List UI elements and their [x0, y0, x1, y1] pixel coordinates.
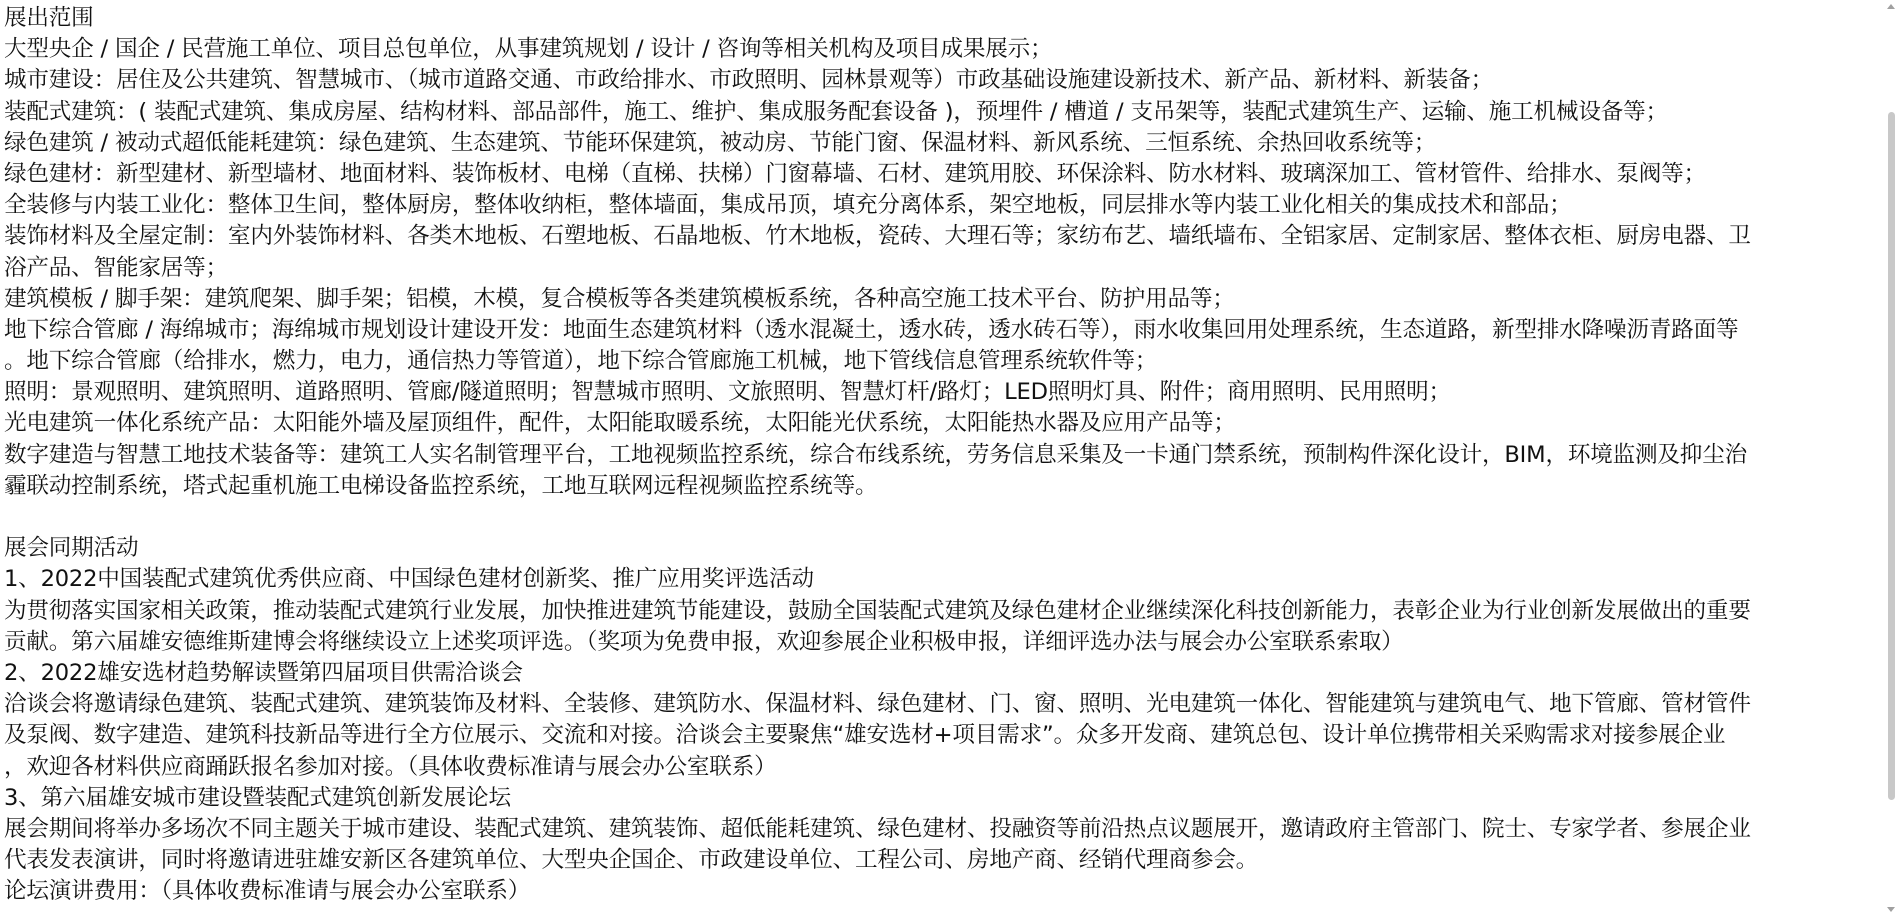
scope-line: 。地下综合管廊（给排水，燃力，电力，通信热力等管道），地下综合管廊施工机械，地下管线信息管理系统软件等； [4, 348, 1158, 375]
scope-line: 照明：景观照明、建筑照明、道路照明、管廊/隧道照明；智慧城市照明、文旅照明、智慧灯杆/路灯；LED照明灯具、附件；商用照明、民用照明； [4, 379, 1451, 406]
scope-line: 大型央企 / 国企 / 民营施工单位、项目总包单位，从事建筑规划 / 设计 / 咨询等相关机构及项目成果展示； [4, 36, 1053, 63]
scope-line: 建筑模板 / 脚手架：建筑爬架、脚手架；铝模，木模，复合模板等各类建筑模板系统，各种高空施工技术平台、防护用品等； [4, 285, 1235, 312]
event-body-line: 及泵阀、数字建造、建筑科技新品等进行全方位展示、交流和对接。洽谈会主要聚焦“雄安选材+项目需求”。众多开发商、建筑总包、设计单位携带相关采购需求对接参展企业 [4, 722, 1726, 749]
scope-line: 全装修与内装工业化：整体卫生间，整体厨房，整体收纳柜，整体墙面，集成吊顶，填充分离体系，架空地板，同层排水等内装工业化相关的集成技术和部品； [4, 192, 1572, 219]
event-body-line: 论坛演讲费用：（具体收费标准请与展会办公室联系） [4, 878, 531, 905]
event-body-line: 代表发表演讲，同时将邀请进驻雄安新区各建筑单位、大型央企国企、市政建设单位、工程公司、房地产商、经销代理商参会。 [4, 847, 1259, 874]
event-body-line: 贡献。第六届雄安德维斯建博会将继续设立上述奖项评选。（奖项为免费申报，欢迎参展企业积极申报，详细评选办法与展会办公室联系索取） [4, 628, 1404, 655]
scope-line: 装饰材料及全屋定制：室内外装饰材料、各类木地板、石塑地板、石晶地板、竹木地板，瓷砖、大理石等；家纺布艺、墙纸墙布、全铝家居、定制家居、整体衣柜、厨房电器、卫 [4, 223, 1751, 250]
scope-line: 绿色建筑 / 被动式超低能耗建筑：绿色建筑、生态建筑、节能环保建筑，被动房、节能门窗、保温材料、新风系统、三恒系统、余热回收系统等； [4, 129, 1437, 156]
scroll-up-arrow-icon[interactable] [1887, 4, 1895, 9]
events-heading: 展会同期活动 [4, 535, 139, 562]
scope-line: 城市建设：居住及公共建筑、智慧城市、（城市道路交通、市政给排水、市政照明、园林景观等）市政基础设施建设新技术、新产品、新材料、新装备； [4, 67, 1494, 94]
scope-line: 装配式建筑：( 装配式建筑、集成房屋、结构材料、部品部件，施工、维护、集成服务配套设备 )，预埋件 / 槽道 / 支吊架等，装配式建筑生产、运输、施工机械设备等； [4, 98, 1668, 125]
scope-heading: 展出范围 [4, 5, 94, 31]
event-body-line: ，欢迎各材料供应商踊跃报名参加对接。（具体收费标准请与展会办公室联系） [4, 753, 777, 780]
paragraph-spacer [4, 502, 1899, 533]
event-title: 3、第六届雄安城市建设暨装配式建筑创新发展论坛 [4, 784, 511, 811]
scope-line: 地下综合管廊 / 海绵城市；海绵城市规划设计建设开发：地面生态建筑材料（透水混凝土，透水砖，透水砖石等），雨水收集回用处理系统，生态道路，新型排水降噪沥青路面等 [4, 316, 1739, 343]
event-body-line: 展会期间将举办多场次不同主题关于城市建设、装配式建筑、建筑装饰、超低能耗建筑、绿色建材、投融资等前沿热点议题展开，邀请政府主管部门、院士、专家学者、参展企业 [4, 815, 1751, 842]
vertical-scrollbar[interactable] [1884, 0, 1899, 916]
scope-line: 数字建造与智慧工地技术装备等：建筑工人实名制管理平台，工地视频监控系统，综合布线系统，劳务信息采集及一卡通门禁系统，预制构件深化设计，BIM，环境监测及抑尘治 [4, 441, 1747, 468]
event-title: 1、2022中国装配式建筑优秀供应商、中国绿色建材创新奖、推广应用奖评选活动 [4, 566, 814, 593]
scope-line: 浴产品、智能家居等； [4, 254, 228, 281]
scroll-down-arrow-icon[interactable] [1887, 907, 1895, 912]
event-body-line: 为贯彻落实国家相关政策，推动装配式建筑行业发展，加快推进建筑节能建设，鼓励全国装配式建筑及绿色建材企业继续深化科技创新能力，表彰企业为行业创新发展做出的重要 [4, 597, 1751, 624]
event-title: 2、2022雄安选材趋势解读暨第四届项目供需洽谈会 [4, 659, 523, 686]
event-body-line: 洽谈会将邀请绿色建筑、装配式建筑、建筑装饰及材料、全装修、建筑防水、保温材料、绿色建材、门、窗、照明、光电建筑一体化、智能建筑与建筑电气、地下管廊、管材管件 [4, 691, 1751, 718]
scope-line: 绿色建材：新型建材、新型墙材、地面材料、装饰板材、电梯（直梯、扶梯）门窗幕墙、石材、建筑用胶、环保涂料、防水材料、玻璃深加工、管材管件、给排水、泵阀等； [4, 160, 1706, 187]
scope-line: 光电建筑一体化系统产品：太阳能外墙及屋顶组件，配件，太阳能取暖系统，太阳能光伏系统，太阳能热水器及应用产品等； [4, 410, 1236, 437]
scrollbar-thumb[interactable] [1888, 112, 1895, 800]
scope-line: 霾联动控制系统，塔式起重机施工电梯设备监控系统，工地互联网远程视频监控系统等。 [4, 472, 878, 499]
